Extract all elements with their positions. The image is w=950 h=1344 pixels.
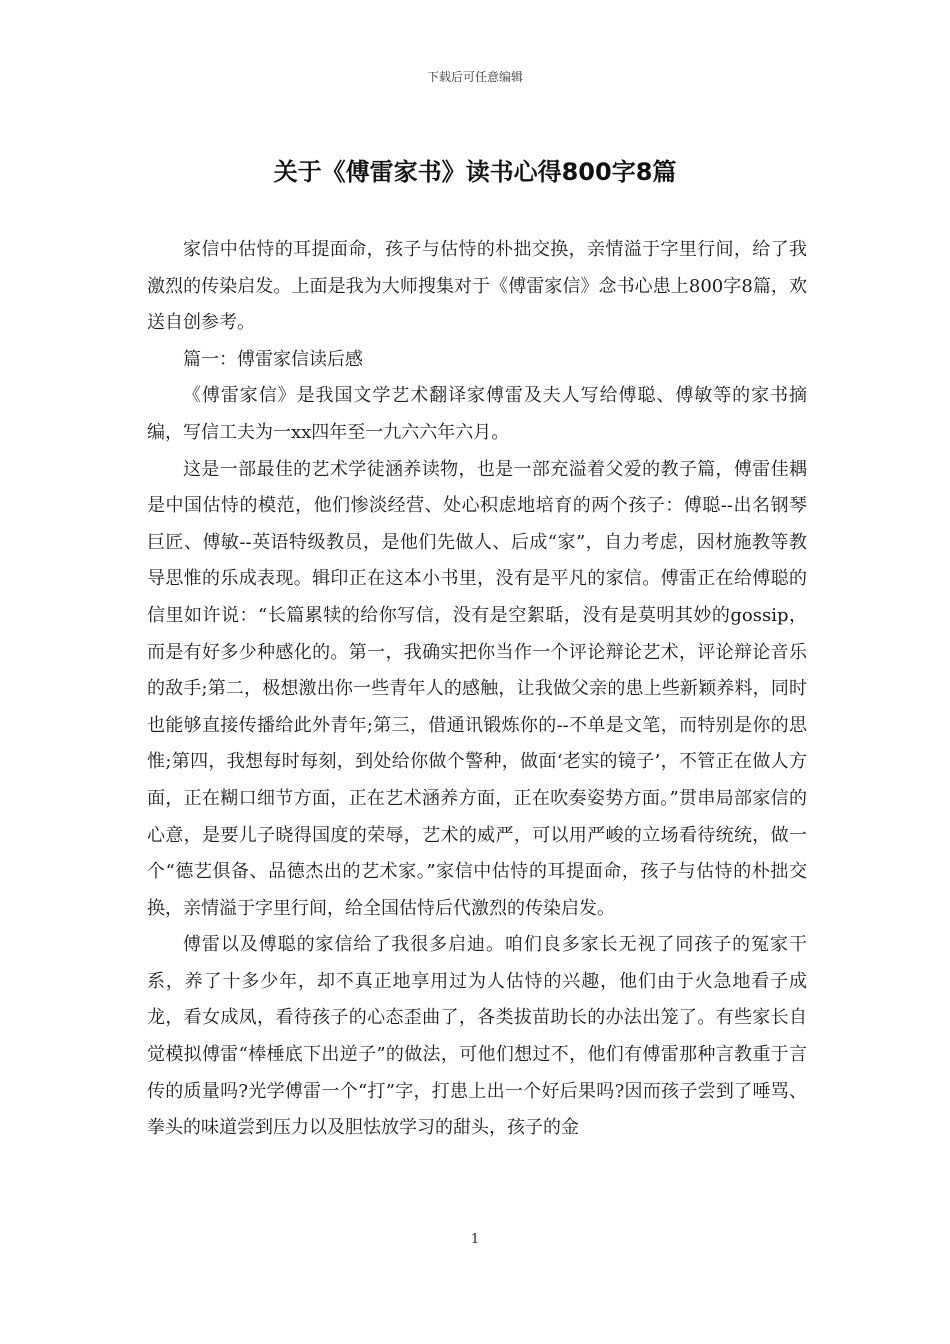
- body-paragraph: 这是一部最佳的艺术学徒涵养读物，也是一部充溢着父爱的教子篇，傅雷佳耦是中国估恃的模范，他们惨淡经营、处心积虑地培育的两个孩子：傅聪--出名钢琴巨匠、傅敏--英语特级教员，是他们先做人、后成“家”，自力考虑，因材施教等教导思惟的乐成表现。辑印正在这本小书里，没有是平凡的家信。傅雷正在给傅聪的信里如许说：“长篇累犊的给你写信，没有是空絮聒，没有是莫明其妙的gossip，而是有好多少种感化的。第一，我确实把你当作一个评论辩论艺术，评论辩论音乐的敌手;第二，极想激出你一些青年人的感触，让我做父亲的患上些新颖养料，同时也能够直接传播给此外青年;第三，借通讯锻炼你的--不单是文笔，而特别是你的思惟;第四，我想每时每刻，到处给你做个警种，做面‘老实的镜子’，不管正在做人方面，正在糊口细节方面，正在艺术涵养方面，正在吹奏姿势方面。”贯串局部家信的心意，是要儿子晓得国度的荣辱，艺术的威严，可以用严峻的立场看待统统，做一个“德艺俱备、品德杰出的艺术家。”家信中估恃的耳提面命，孩子与估恃的朴拙交换，亲情溢于字里行间，给全国估恃后代激烈的传染启发。: [147, 458, 807, 919]
- document-body: [147, 232, 807, 1147]
- page-number: 1: [470, 1232, 480, 1247]
- body-paragraph: 《傅雷家信》是我国文学艺术翻译家傅雷及夫人写给傅聪、傅敏等的家书摘编，写信工夫为一xx四年至一九六六年六月。: [147, 385, 807, 443]
- body-paragraph: 家信中估恃的耳提面命，孩子与估恃的朴拙交换，亲情溢于字里行间，给了我激烈的传染启发。上面是我为大师搜集对于《傅雷家信》念书心患上800字8篇，欢送自创参考。: [147, 239, 807, 334]
- page-header-note: 下载后可任意编辑: [426, 70, 523, 84]
- body-paragraph: 傅雷以及傅聪的家信给了我很多启迪。咱们良多家长无视了同孩子的冤家干系，养了十多少年，却不真正地享用过为人估恃的兴趣，他们由于火急地看子成龙，看女成凤，看待孩子的心态歪曲了，各类拔苗助长的办法出笼了。有些家长自觉模拟傅雷“棒棰底下出逆子”的做法，可他们想过不，他们有傅雷那种言教重于言传的质量吗?光学傅雷一个“打”字，打患上出一个好后果吗?因而孩子尝到了唾骂、拳头的味道尝到压力以及胆怯放学习的甜头，孩子的金: [147, 934, 807, 1139]
- section-heading: 篇一：傅雷家信读后感: [183, 348, 363, 370]
- document-title: 关于《傅雷家书》读书心得800字8篇: [273, 158, 677, 186]
